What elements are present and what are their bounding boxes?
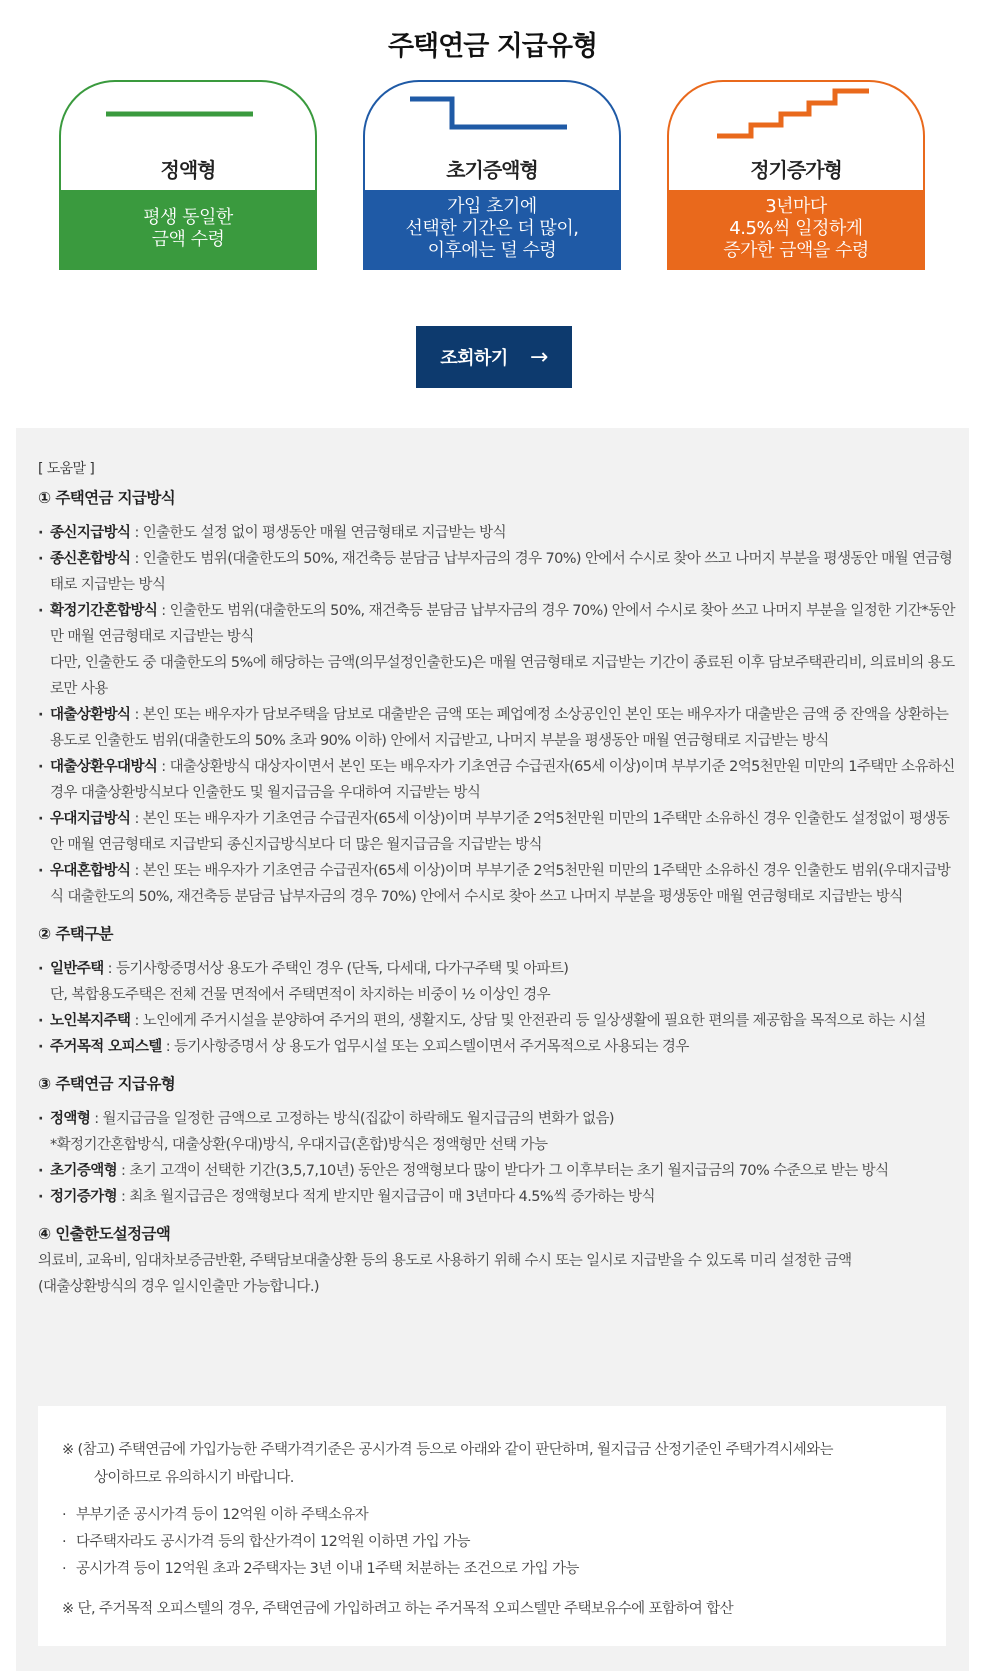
note-line: ※ (참고) 주택연금에 가입가능한 주택가격기준은 공시가격 등으로 아래와 같이 판단하며, 월지급금 산정기준인 주택가격시세와는: [62, 1442, 833, 1458]
help-panel: [16, 428, 969, 1671]
search-button[interactable]: [416, 326, 572, 388]
term-desc: : 대출상환방식 대상자이면서 본인 또는 배우자가 기초연금 수급권자(65세 이상)이며 부부기준 2억5천만원 미만의 1주택만 소유하신 경우 대출상환방식보다 인출한도 및 월지급금을 우대하여 지급받는 방식: [50, 759, 955, 801]
term: 주거목적 오피스텔: [50, 1039, 162, 1055]
list-item: [38, 546, 958, 598]
term-desc: : 월지급금을 일정한 금액으로 고정하는 방식(집값이 하락해도 월지급금의 변화가 없음): [90, 1111, 614, 1127]
card-desc-line: 선택한 기간은 더 많이,: [405, 218, 579, 239]
card-desc-line: 가입 초기에: [447, 196, 537, 217]
list-item: [38, 806, 958, 858]
card-desc-line: 이후에는 덜 수령: [427, 240, 557, 261]
term-desc: : 노인에게 주거시설을 분양하여 주거의 편의, 생활지도, 상담 및 안전관리 등 일상생활에 필요한 편의를 제공함을 목적으로 하는 시설: [130, 1013, 926, 1029]
card-title: 정기증가형: [750, 158, 842, 182]
section-title: ④ 인출한도설정금액: [38, 1225, 171, 1243]
term: 종신지급방식: [50, 525, 131, 541]
step-down-icon: [365, 82, 619, 152]
payment-type-list: [38, 1106, 958, 1210]
term: 우대혼합방식: [50, 863, 131, 879]
section-title: ③ 주택연금 지급유형: [38, 1075, 176, 1093]
term: 종신혼합방식: [50, 551, 131, 567]
note-item: · 부부기준 공시가격 등이 12억원 이하 주택소유자: [62, 1502, 922, 1529]
list-item: [38, 1158, 958, 1184]
term: 대출상환우대방식: [50, 759, 158, 775]
term: 초기증액형: [50, 1163, 118, 1179]
page-title: 주택연금 지급유형: [387, 31, 598, 62]
card-desc-line: 4.5%씩 일정하게: [729, 218, 863, 239]
list-item: [38, 1034, 958, 1060]
section-text: (대출상환방식의 경우 일시인출만 가능합니다.): [38, 1279, 319, 1295]
term-desc: : 등기사항증명서 상 용도가 업무시설 또는 오피스텔이면서 주거목적으로 사용되는 경우: [161, 1039, 689, 1055]
flat-line-icon: [61, 82, 315, 152]
arrow-right-icon: →: [529, 344, 548, 370]
term-desc: : 등기사항증명서상 용도가 주택인 경우 (단독, 다세대, 다가구주택 및 아파트): [103, 961, 569, 977]
list-item: [38, 754, 958, 806]
list-item: [38, 1106, 958, 1158]
term-desc: : 인출한도 설정 없이 평생동안 매월 연금형태로 지급받는 방식: [130, 525, 506, 541]
section-text: 의료비, 교육비, 임대차보증금반환, 주택담보대출상환 등의 용도로 사용하기 위해 수시 또는 일시로 지급받을 수 있도록 미리 설정한 금액: [38, 1253, 852, 1269]
term: 확정기간혼합방식: [50, 603, 158, 619]
list-item: [38, 702, 958, 754]
card-early-increase: [363, 80, 621, 270]
help-tag: [ 도움말 ]: [38, 461, 95, 477]
list-item: [38, 520, 958, 546]
term: 우대지급방식: [50, 811, 131, 827]
list-item: [38, 956, 958, 1008]
term-desc: : 인출한도 범위(대출한도의 50%, 재건축등 분담금 납부자금의 경우 70%) 안에서 수시로 찾아 쓰고 나머지 부분을 일정한 기간*동안만 매월 연금형태로 지급받는 방식: [50, 603, 955, 645]
term-desc: : 본인 또는 배우자가 기초연금 수급권자(65세 이상)이며 부부기준 2억5천만원 미만의 1주택만 소유하신 경우 인출한도 설정없이 평생동안 매월 연금형태로 지급받되 종신지급방식보다 더 많은 월지급금을 지급받는 방식: [50, 811, 950, 853]
payment-method-list: [38, 520, 958, 910]
term-desc: : 본인 또는 배우자가 기초연금 수급권자(65세 이상)이며 부부기준 2억5천만원 미만의 1주택만 소유하신 경우 인출한도 범위(우대지급방식 대출한도의 50%, 재건축등 분담금 납부자금의 경우 70%) 안에서 수시로 찾아 쓰고 나머지 부분을 평생동안 매월 연금형태로 지급받는 방식: [50, 863, 951, 905]
card-title: 초기증액형: [446, 158, 538, 182]
card-title: 정액형: [160, 158, 216, 182]
card-desc-line: 증가한 금액을 수령: [723, 240, 869, 261]
card-fixed: [59, 80, 317, 270]
term-desc: : 인출한도 범위(대출한도의 50%, 재건축등 분담금 납부자금의 경우 70%) 안에서 수시로 찾아 쓰고 나머지 부분을 평생동안 매월 연금형태로 지급받는 방식: [50, 551, 953, 593]
house-type-list: [38, 956, 958, 1060]
term: 일반주택: [50, 961, 104, 977]
term-desc: : 최초 월지급금은 정액형보다 적게 받지만 월지급금이 매 3년마다 4.5%씩 증가하는 방식: [117, 1189, 655, 1205]
term: 정기증가형: [50, 1189, 118, 1205]
card-periodic-increase: [667, 80, 925, 270]
card-desc-line: 평생 동일한: [143, 207, 233, 228]
card-desc-line: 금액 수령: [151, 229, 225, 250]
term-desc: : 본인 또는 배우자가 담보주택을 담보로 대출받은 금액 또는 폐업예정 소상공인인 본인 또는 배우자가 대출받은 금액 중 잔액을 상환하는 용도로 인출한도 범위(대출한도의 50% 초과 90% 이하) 안에서 지급받고, 나머지 부분을 평생동안 매월 연금형태로 지급받는 방식: [50, 707, 949, 749]
list-item: [38, 858, 958, 910]
term: 노인복지주택: [50, 1013, 131, 1029]
term-extra: 단, 복합용도주택은 전체 건물 면적에서 주택면적이 차지하는 비중이 ½ 이상인 경우: [50, 987, 550, 1003]
card-desc-line: 3년마다: [765, 196, 827, 217]
stairs-up-icon: [669, 82, 923, 152]
note-list: [62, 1502, 922, 1583]
section-title: ② 주택구분: [38, 925, 113, 943]
term: 대출상환방식: [50, 707, 131, 723]
note-line: ※ 단, 주거목적 오피스텔의 경우, 주택연금에 가입하려고 하는 주거목적 오피스텔만 주택보유수에 포함하여 합산: [62, 1601, 733, 1617]
term-desc: : 초기 고객이 선택한 기간(3,5,7,10년) 동안은 정액형보다 많이 받다가 그 이후부터는 초기 월지급금의 70% 수준으로 받는 방식: [117, 1163, 889, 1179]
note-line: 상이하므로 유의하시기 바랍니다.: [94, 1470, 294, 1486]
section-title: ① 주택연금 지급방식: [38, 489, 176, 507]
term-extra: 다만, 인출한도 중 대출한도의 5%에 해당하는 금액(의무설정인출한도)은 매월 연금형태로 지급받는 기간이 종료된 이후 담보주택관리비, 의료비의 용도로만 사용: [50, 655, 955, 697]
list-item: [38, 598, 958, 702]
term-extra: *확정기간혼합방식, 대출상환(우대)방식, 우대지급(혼합)방식은 정액형만 선택 가능: [50, 1137, 548, 1153]
note-box: [38, 1406, 946, 1646]
term: 정액형: [50, 1111, 91, 1127]
note-item: · 다주택자라도 공시가격 등의 합산가격이 12억원 이하면 가입 가능: [62, 1529, 922, 1556]
note-item: · 공시가격 등이 12억원 초과 2주택자는 3년 이내 1주택 처분하는 조건으로 가입 가능: [62, 1556, 922, 1583]
list-item: [38, 1008, 958, 1034]
list-item: [38, 1184, 958, 1210]
search-button-label: 조회하기: [440, 348, 508, 369]
